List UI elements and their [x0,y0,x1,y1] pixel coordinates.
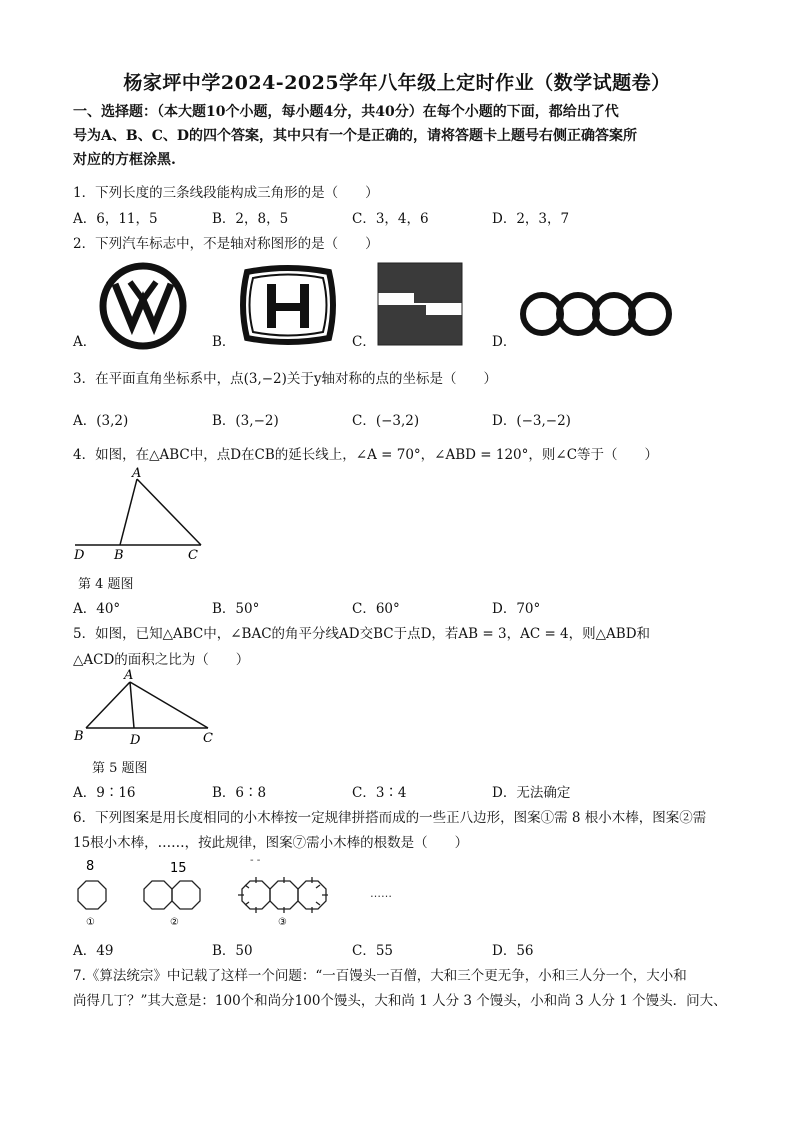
q1-option-c: C．3，4，6 [352,211,429,227]
q3-option-d: D．(−3,−2) [492,413,571,429]
q6-option-a: A．49 [73,943,114,959]
q1-option-b: B．2，8，5 [212,211,289,227]
q6-num-1: ① [86,917,95,928]
q5-stem-2: △ACD的面积之比为（ ） [73,652,250,668]
q6-num-2: ② [170,917,179,928]
instruction-line-3: 对应的方框涂黑. [73,152,176,168]
q3-option-b: B．(3,−2) [212,413,279,429]
q7-line-1: 7.《算法统宗》中记载了这样一个问题：“一百馒头一百僧，大和三个更无争，小和三人分一个，大小和 [73,968,687,984]
q6-stem-2: 15根小木棒，……，按此规律，图案⑦需小木棒的根数是（ ） [73,835,469,851]
instruction-line-1: 一、选择题：（本大题10个小题，每小题4分，共40分）在每个小题的下面，都给出了代 [73,104,619,120]
q4-label-b: B [114,548,124,563]
q5-stem-1: 5．如图，已知△ABC中，∠BAC的角平分线AD交BC于点D，若AB = 3，AC = 4，则△ABD和 [73,626,651,642]
q6-label-8: 8 [86,859,95,874]
q6-option-c: C．55 [352,943,394,959]
q6-num-3: ③ [278,917,287,928]
q5-label-c: C [203,731,213,746]
q6-pattern-2 [144,881,200,909]
stepped-square-logo-icon [378,263,462,345]
section-instructions [73,100,733,172]
q6-label-15: 15 [170,861,187,876]
honda-logo-icon [237,266,339,344]
instruction-line-2: 号为A、B、C、D的四个答案，其中只有一个是正确的，请将答题卡上题号右侧正确答案所 [73,128,637,144]
q1-stem: 1．下列长度的三条线段能构成三角形的是（ ） [73,185,379,201]
audi-rings-logo-icon [518,290,673,338]
q6-option-d: D．56 [492,943,534,959]
q5-label-b: B [74,729,84,744]
svg-text:- -: - - [250,855,261,866]
q4-option-b: B．50° [212,601,260,617]
q6-stem-1: 6．下列图案是用长度相同的小木棒按一定规律拼搭而成的一些正八边形，图案①需 8 根小木棒，图案②需 [73,810,707,826]
q4-label-c: C [188,548,198,563]
q6-ellipsis: …… [370,887,392,900]
q6-option-b: B．50 [212,943,253,959]
q4-label-d: D [74,548,85,563]
q3-option-c: C．(−3,2) [352,413,420,429]
q5-option-b: B．6∶8 [212,785,267,801]
q1-option-a: A．6，11，5 [73,211,158,227]
q3-option-a: A．(3,2) [73,413,129,429]
q4-triangle-figure [70,466,220,566]
q4-stem: 4．如图，在△ABC中，点D在CB的延长线上，∠A = 70°，∠ABD = 120°，则∠C等于（ ） [73,447,659,463]
page-title: 杨家坪中学2024-2025学年八年级上定时作业（数学试题卷） [123,72,671,94]
q6-pattern-1 [78,881,106,909]
q2-option-b: B． [212,334,236,350]
q4-label-a: A [132,466,142,481]
q5-triangle-figure [70,668,220,748]
q3-stem: 3．在平面直角坐标系中，点(3,−2)关于y轴对称的点的坐标是（ ） [73,371,498,387]
q4-option-a: A．40° [73,601,121,617]
q5-option-d: D．无法确定 [492,785,571,801]
q2-stem: 2．下列汽车标志中，不是轴对称图形的是（ ） [73,236,379,252]
vw-logo-icon [98,270,188,342]
q2-option-a: A． [73,334,97,350]
q2-option-c: C． [352,334,376,350]
q5-label-d: D [130,733,141,748]
q2-option-d: D． [492,334,517,350]
q6-octagon-figure [70,855,400,930]
q5-label-a: A [124,668,134,683]
q4-option-c: C．60° [352,601,400,617]
q7-line-2: 尚得几丁？”其大意是：100个和尚分100个馒头，大和尚 1 人分 3 个馒头，小和尚 3 人分 1 个馒头．问大、 [73,993,727,1009]
q4-caption: 第 4 题图 [78,577,134,592]
q4-option-d: D．70° [492,601,541,617]
q1-option-d: D．2，3，7 [492,211,570,227]
q5-option-a: A．9∶16 [73,785,136,801]
q5-option-c: C．3∶4 [352,785,407,801]
q5-caption: 第 5 题图 [92,761,148,776]
q6-pattern-3 [238,877,328,913]
